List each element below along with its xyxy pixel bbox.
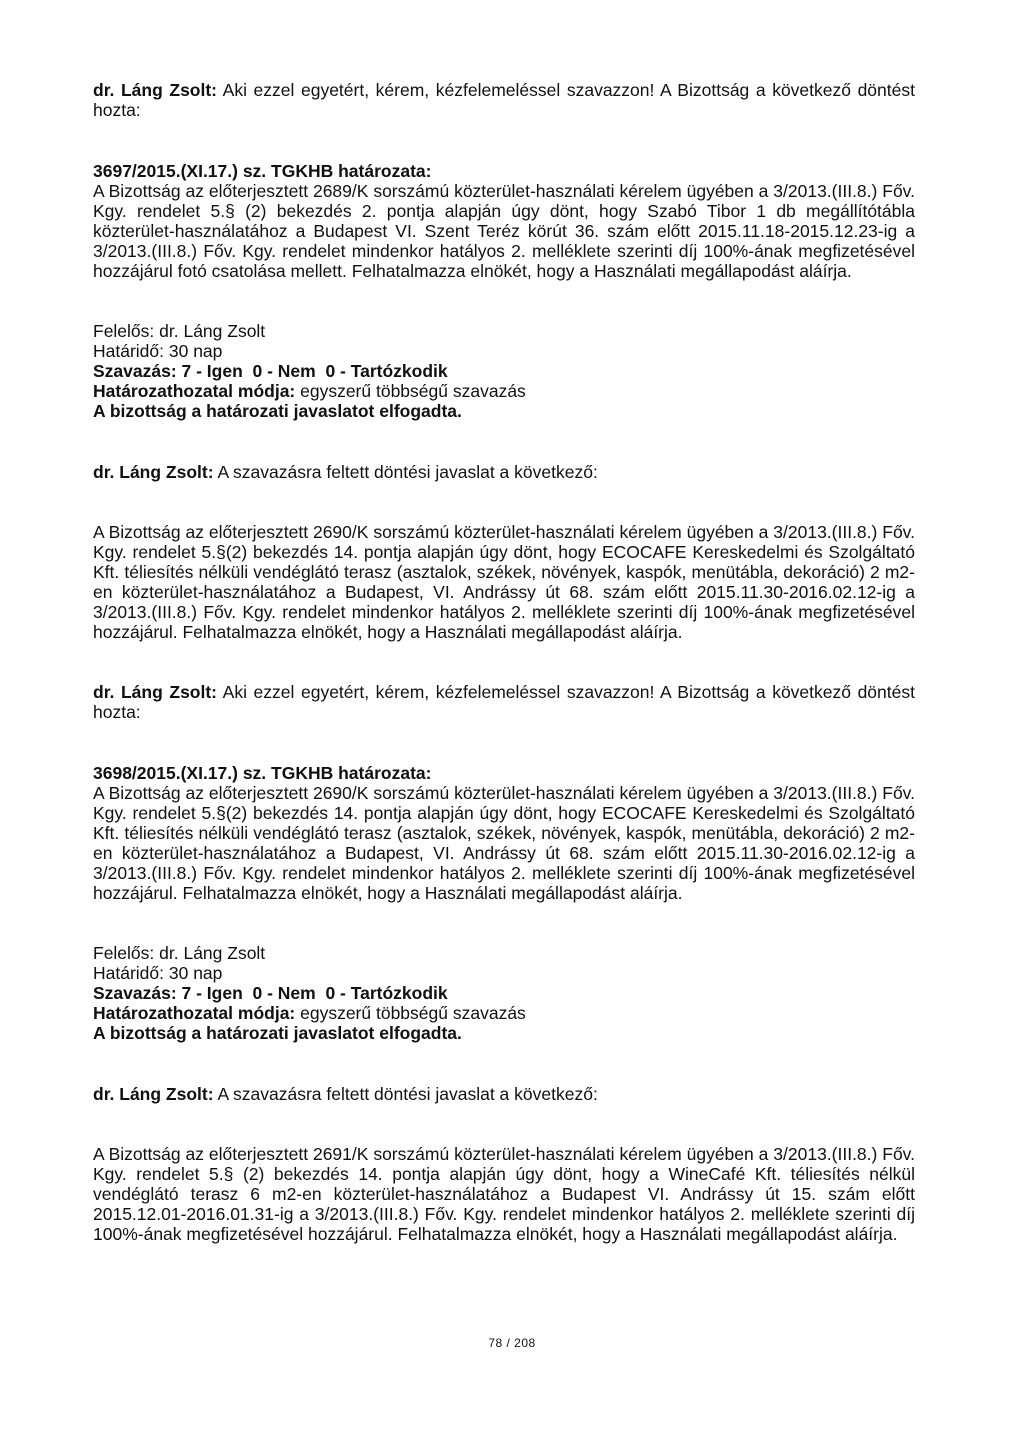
resolution-number: 3698/2015.(XI.17.) sz. TGKHB határozata: (93, 763, 432, 783)
decision-method-label: Határozathozatal módja: (93, 381, 296, 401)
speaker-statement (93, 462, 915, 482)
responsible-person: Felelős: dr. Láng Zsolt (93, 943, 266, 963)
statement-text: A szavazásra feltett döntési javaslat a következő: (213, 462, 598, 482)
statement-text: A szavazásra feltett döntési javaslat a következő: (213, 1084, 598, 1104)
adoption-statement: A bizottság a határozati javaslatot elfogadta. (93, 1023, 462, 1043)
adoption-statement: A bizottság a határozati javaslatot elfogadta. (93, 401, 462, 421)
deadline: Határidő: 30 nap (93, 963, 223, 983)
proposal-body: A Bizottság az előterjesztett 2691/K sorszámú közterület-használati kérelem ügyében a 3/2013.(III.8.) Főv. Kgy. rendelet 5.§ (2) bekezdés 14. pontja alapján úgy dönt, hogy a WineCafé Kft. téliesítés nélkül vendéglátó terasz 6 m2-en közterület-használatához a Budapest VI. Andrássy út 15. szám előtt 2015.12.01-2016.01.31-ig a 3/2013.(III.8.) Főv. Kgy. rendelet mindenkor hatályos 2. melléklete szerinti díj 100%-ának megfizetésével hozzájárul. Felhatalmazza elnökét, hogy a Használati megállapodást aláírja. (93, 1144, 915, 1244)
speaker-statement (93, 682, 915, 722)
speaker-name: dr. Láng Zsolt: (93, 462, 214, 482)
decision-method (93, 381, 915, 401)
speaker-statement (93, 1084, 915, 1104)
decision-method-value: egyszerű többségű szavazás (295, 381, 526, 401)
statement-text: Aki ezzel egyetért, kérem, kézfelemeléssel szavazzon! A Bizottság a következő döntést hozta: (93, 682, 915, 722)
decision-method (93, 1003, 915, 1023)
document-page (93, 80, 915, 1244)
decision-method-label: Határozathozatal módja: (93, 1003, 296, 1023)
decision-method-value: egyszerű többségű szavazás (295, 1003, 526, 1023)
statement-text: Aki ezzel egyetért, kérem, kézfelemeléssel szavazzon! A Bizottság a következő döntést hozta: (93, 80, 915, 120)
resolution-number: 3697/2015.(XI.17.) sz. TGKHB határozata: (93, 161, 432, 181)
deadline: Határidő: 30 nap (93, 341, 223, 361)
speaker-statement (93, 80, 915, 120)
vote-result: Szavazás: 7 - Igen 0 - Nem 0 - Tartózkodik (93, 361, 448, 381)
speaker-name: dr. Láng Zsolt: (93, 1084, 214, 1104)
resolution-body: A Bizottság az előterjesztett 2690/K sorszámú közterület-használati kérelem ügyében a 3/2013.(III.8.) Főv. Kgy. rendelet 5.§(2) bekezdés 14. pontja alapján úgy dönt, hogy ECOCAFE Kereskedelmi és Szolgáltató Kft. téliesítés nélküli vendéglátó terasz (asztalok, székek, növények, kaspók, menütábla, dekoráció) 2 m2-en közterület-használatához a Budapest, VI. Andrássy út 68. szám előtt 2015.11.30-2016.02.12-ig a 3/2013.(III.8.) Főv. Kgy. rendelet mindenkor hatályos 2. melléklete szerinti díj 100%-ának megfizetésével hozzájárul. Felhatalmazza elnökét, hogy a Használati megállapodást aláírja. (93, 783, 915, 903)
speaker-name: dr. Láng Zsolt: (93, 682, 218, 702)
vote-result: Szavazás: 7 - Igen 0 - Nem 0 - Tartózkodik (93, 983, 448, 1003)
responsible-person: Felelős: dr. Láng Zsolt (93, 321, 266, 341)
speaker-name: dr. Láng Zsolt: (93, 80, 218, 100)
resolution-body: A Bizottság az előterjesztett 2689/K sorszámú közterület-használati kérelem ügyében a 3/2013.(III.8.) Főv. Kgy. rendelet 5.§ (2) bekezdés 2. pontja alapján úgy dönt, hogy Szabó Tibor 1 db megállítótábla közterület-használatához a Budapest VI. Szent Teréz körút 36. szám előtt 2015.11.18-2015.12.23-ig a 3/2013.(III.8.) Főv. Kgy. rendelet mindenkor hatályos 2. melléklete szerinti díj 100%-ának megfizetésével hozzájárul fotó csatolása mellett. Felhatalmazza elnökét, hogy a Használati megállapodást aláírja. (93, 181, 915, 281)
proposal-body: A Bizottság az előterjesztett 2690/K sorszámú közterület-használati kérelem ügyében a 3/2013.(III.8.) Főv. Kgy. rendelet 5.§(2) bekezdés 14. pontja alapján úgy dönt, hogy ECOCAFE Kereskedelmi és Szolgáltató Kft. téliesítés nélküli vendéglátó terasz (asztalok, székek, növények, kaspók, menütábla, dekoráció) 2 m2-en közterület-használatához a Budapest, VI. Andrássy út 68. szám előtt 2015.11.30-2016.02.12-ig a 3/2013.(III.8.) Főv. Kgy. rendelet mindenkor hatályos 2. melléklete szerinti díj 100%-ának megfizetésével hozzájárul. Felhatalmazza elnökét, hogy a Használati megállapodást aláírja. (93, 522, 915, 642)
page-number: 78 / 208 (488, 1336, 536, 1350)
